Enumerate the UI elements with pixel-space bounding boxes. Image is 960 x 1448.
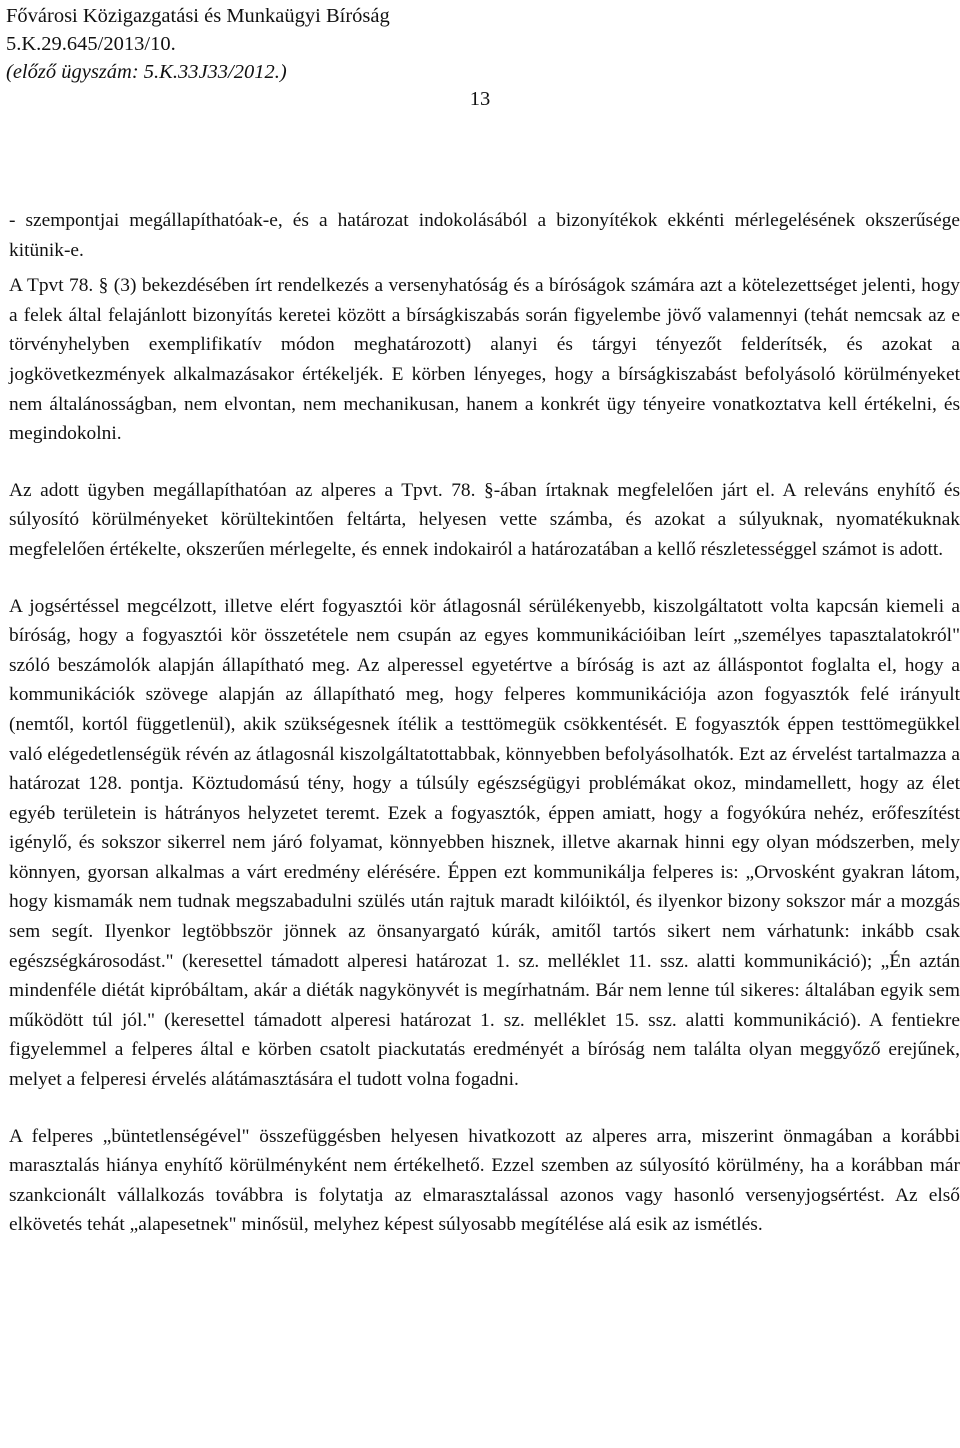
paragraph: - szempontjai megállapíthatóak-e, és a határozat indokolásából a bizonyítékok ekkénti mérlegelésének okszerűsége kitünik-e. <box>9 210 960 261</box>
page-number: 13 <box>469 88 491 110</box>
document-body <box>9 206 960 1267</box>
paragraph: A jogsértéssel megcélzott, illetve elért fogyasztói kör átlagosnál sérülékenyebb, kiszolgáltatott volta kapcsán kiemeli a bíróság, hogy a fogyasztói kör összetétele nem csupán az egyes kommunikációiban leírt „személyes tapasztalatokról" szóló beszámolók alapján állapítható meg. Az alperessel egyetértve a bíróság is azt az álláspontot foglalta el, hogy a kommunikációk szövege alapján az állapítható meg, hogy felperes kommunikációja azon fogyasztók felé irányult (nemtől, kortól függetlenül), akik szükségesnek ítélik a testtömegük csökkentését. E fogyasztók éppen testtömegükkel való elégedetlenségük révén az átlagosnál kiszolgáltatottabbak, könnyebben befolyásolhatók. Ezt az érvelést tartalmazza a határozat 128. pontja. Köztudomású tény, hogy a túlsúly egészségügyi problémákat okoz, mindamellett, hogy az élet egyéb területein is hátrányos helyzetet teremt. Ezek a fogyasztók, éppen amiatt, hogy a fogyókúra nehéz, erőfeszítést igénylő, és sokszor sikerrel nem járó folyamat, könnyebben hisznek, illetve akarnak hinni egy olyan módszerben, mely könnyen, gyorsan alkalmas a várt eredmény elérésére. Éppen ezt kommunikálja felperes is: „Orvosként gyakran látom, hogy kismamák nem tudnak megszabadulni szülés után rajtuk maradt kilóiktól, és ilyenkor bizony sokszor már a mozgás sem segít. Ilyenkor legtöbbször jönnek az önsanyargató kúrák, amitől tartós sikert nem várhatunk: inkább csak egészségkárosodást." (keresettel támadott alperesi határozat 1. sz. melléklet 11. ssz. alatti kommunikáció); „Én aztán mindenféle diétát kipróbáltam, akár a diéták nagykönyvét is megírhatnám. Bár nem lenne túl sikeres: általában egyik sem működött túl jól." (keresettel támadott alperesi határozat 1. sz. melléklet 15. ssz. alatti kommunikáció). A fentiekre figyelemmel a felperes által e körben csatolt piackutatás eredményét a bíróság nem találta olyan meggyőző erejűnek, melyet a felperesi érvelés alátámasztására el tudott volna fogadni. <box>9 595 960 1091</box>
court-name: Fővárosi Közigazgatási és Munkaügyi Bíróság <box>6 5 390 27</box>
paragraph: A Tpvt 78. § (3) bekezdésében írt rendelkezés a versenyhatóság és a bíróságok számára azt a kötelezettséget jelenti, hogy a felek által felajánlott bizonyítás keretei között a bírságkiszabás során figyelembe jövő valamennyi (tehát nemcsak az e törvényhelyben exemplifikatív módon meghatározott) alanyi és tárgyi tényezőt felderítsék, és azokat a jogkövetkezmények alkalmazásakor értékeljék. E körben lényeges, hogy a bírságkiszabást befolyásoló körülményeket nem általánosságban, nem elvontan, nem mechanikusan, hanem a konkrét ügy tényeire vonatkoztatva kell értékelni, és megindokolni. <box>9 275 960 445</box>
case-number: 5.K.29.645/2013/10. <box>6 33 176 55</box>
previous-case-number: (előző ügyszám: 5.K.33J33/2012.) <box>6 61 287 83</box>
paragraph: Az adott ügyben megállapíthatóan az alperes a Tpvt. 78. §-ában írtaknak megfelelően járt el. A releváns enyhítő és súlyosító körülményeket körültekintően feltárta, helyesen vette számba, és azokat a súlyuknak, nyomatékuknak megfelelően értékelte, okszerűen mérlegelte, és ennek indokairól a határozatában a kellő részletességgel számot is adott. <box>9 479 960 560</box>
document-header <box>6 2 390 86</box>
paragraph: A felperes „büntetlenségével" összefüggésben helyesen hivatkozott az alperes arra, miszerint önmagában a korábbi marasztalás hiánya enyhítő körülményként nem értékelhető. Ezzel szemben az súlyosító körülmény, ha a korábban már szankcionált vállalkozás továbbra is folytatja az elmarasztalással azonos vagy hasonló versenyjogsértést. Az első elkövetés tehát „alapesetnek" minősül, melyhez képest súlyosabb megítélése alá esik az ismétlés. <box>9 1125 960 1236</box>
